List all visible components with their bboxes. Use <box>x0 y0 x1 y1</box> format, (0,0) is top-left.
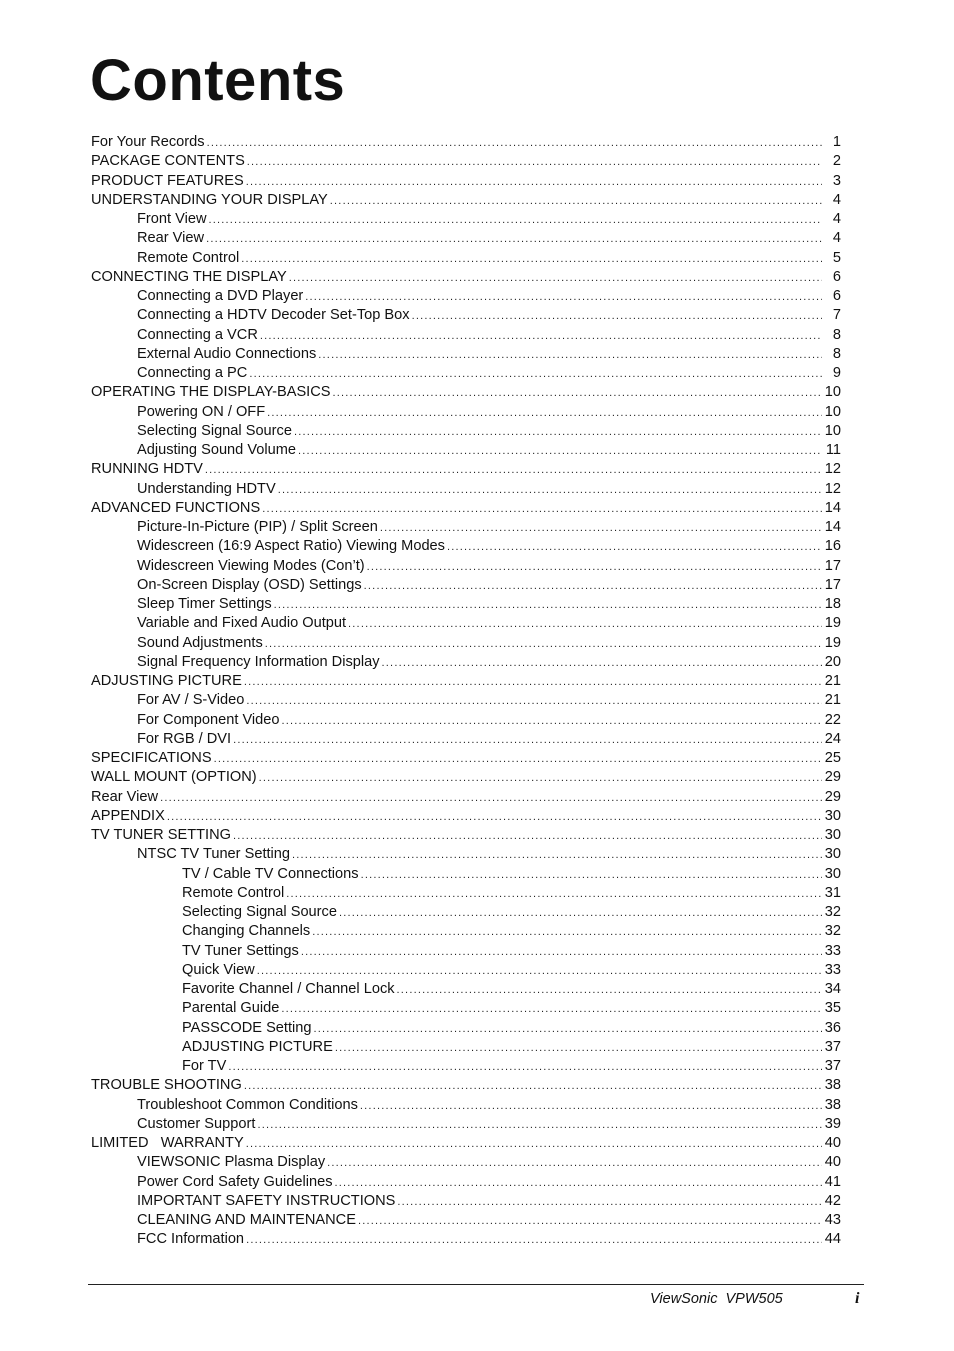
toc-entry-label: Power Cord Safety Guidelines <box>137 1173 333 1190</box>
toc-entry <box>91 287 841 306</box>
toc-entry-page: 36 <box>824 1019 841 1036</box>
toc-entry-label: Remote Control <box>182 884 285 901</box>
toc-entry-page: 16 <box>824 538 841 555</box>
toc-dot-leader <box>412 307 822 326</box>
toc-entry <box>91 576 841 595</box>
toc-entry <box>91 1173 841 1192</box>
toc-entry-page: 32 <box>824 904 841 920</box>
toc-entry <box>91 499 841 518</box>
toc-entry-label: For RGB / DVI <box>137 730 232 747</box>
toc-entry-page: 4 <box>832 211 841 227</box>
toc-entry-page: 29 <box>824 769 841 786</box>
toc-entry-page: 12 <box>824 480 841 497</box>
toc-entry-label: Sleep Timer Settings <box>137 596 272 612</box>
toc-entry <box>91 634 841 653</box>
toc-entry-page: 14 <box>824 499 841 516</box>
footer-page-number: i <box>855 1290 860 1307</box>
toc-entry <box>91 730 841 749</box>
toc-entry-label: For TV <box>182 1058 227 1074</box>
toc-dot-leader <box>358 1212 822 1231</box>
toc-dot-leader <box>447 538 822 557</box>
toc-dot-leader <box>301 943 822 962</box>
toc-dot-leader <box>294 423 822 442</box>
toc-dot-leader <box>247 153 822 172</box>
toc-entry-label: Variable and Fixed Audio Output <box>137 615 347 632</box>
toc-entry-label: On-Screen Display (OSD) Settings <box>137 576 362 593</box>
toc-entry <box>91 653 841 672</box>
toc-entry-page: 24 <box>824 730 841 747</box>
toc-entry <box>91 807 841 826</box>
toc-entry-page: 34 <box>824 981 841 997</box>
toc-dot-leader <box>208 211 822 230</box>
toc-dot-leader <box>380 519 822 538</box>
toc-dot-leader <box>327 1154 822 1173</box>
toc-entry <box>91 1211 841 1230</box>
toc-entry-page: 30 <box>824 865 841 882</box>
toc-dot-leader <box>246 173 822 192</box>
toc-entry-page: 25 <box>824 750 841 766</box>
toc-entry-label: TV TUNER SETTING <box>91 827 232 843</box>
toc-entry-page: 32 <box>824 923 841 940</box>
toc-entry <box>91 383 841 402</box>
toc-entry-label: ADJUSTING PICTURE <box>91 673 242 689</box>
toc-entry <box>91 345 841 364</box>
toc-entry-label: FCC Information <box>137 1231 245 1248</box>
toc-entry <box>91 749 841 768</box>
toc-entry-label: Changing Channels <box>182 923 311 940</box>
toc-entry-page: 29 <box>824 788 841 805</box>
toc-entry-page: 10 <box>824 403 841 420</box>
toc-entry <box>91 518 841 537</box>
toc-dot-leader <box>244 1077 822 1096</box>
toc-entry-page: 33 <box>824 961 841 978</box>
toc-entry-label: ADJUSTING PICTURE <box>182 1038 333 1055</box>
toc-entry-label: For Your Records <box>91 134 205 150</box>
toc-dot-leader <box>333 384 822 403</box>
toc-entry <box>91 480 841 499</box>
toc-entry <box>91 306 841 325</box>
toc-entry-label: CONNECTING THE DISPLAY <box>91 268 287 285</box>
toc-entry-page: 1 <box>832 134 841 150</box>
toc-dot-leader <box>361 866 822 885</box>
toc-dot-leader <box>246 692 821 711</box>
toc-entry <box>91 595 841 614</box>
toc-entry <box>91 557 841 576</box>
toc-entry <box>91 1192 841 1211</box>
toc-dot-leader <box>262 500 822 519</box>
toc-dot-leader <box>305 288 822 307</box>
toc-entry-page: 44 <box>824 1231 841 1248</box>
toc-dot-leader <box>206 230 822 249</box>
toc-entry <box>91 422 841 441</box>
toc-entry-label: APPENDIX <box>91 807 165 824</box>
toc-dot-leader <box>397 981 822 1000</box>
toc-entry-label: ADVANCED FUNCTIONS <box>91 499 261 516</box>
toc-entry <box>91 980 841 999</box>
toc-entry-page: 18 <box>824 596 841 612</box>
toc-entry <box>91 711 841 730</box>
toc-dot-leader <box>257 962 822 981</box>
toc-entry <box>91 788 841 807</box>
toc-entry <box>91 210 841 229</box>
toc-entry-label: Parental Guide <box>182 1000 280 1017</box>
toc-dot-leader <box>314 1020 822 1039</box>
toc-dot-leader <box>257 1116 821 1135</box>
toc-entry-page: 6 <box>832 268 841 285</box>
toc-entry-label: External Audio Connections <box>137 345 317 362</box>
toc-entry-label: Picture-In-Picture (PIP) / Split Screen <box>137 519 378 535</box>
toc-entry-label: PRODUCT FEATURES <box>91 172 244 189</box>
toc-entry-page: 17 <box>824 557 841 574</box>
toc-entry-label: TV / Cable TV Connections <box>182 865 359 882</box>
toc-entry-page: 41 <box>824 1173 841 1190</box>
toc-entry-label: WALL MOUNT (OPTION) <box>91 769 257 786</box>
toc-entry-label: Sound Adjustments <box>137 634 263 651</box>
toc-dot-leader <box>298 442 822 461</box>
toc-dot-leader <box>267 404 822 423</box>
toc-entry-page: 22 <box>824 711 841 728</box>
toc-entry-page: 40 <box>824 1154 841 1171</box>
footer-brand: ViewSonic VPW505 <box>650 1291 783 1307</box>
toc-entry-page: 30 <box>824 846 841 863</box>
toc-entry-page: 37 <box>824 1058 841 1074</box>
toc-entry <box>91 1019 841 1038</box>
toc-dot-leader <box>360 1097 822 1116</box>
toc-entry <box>91 1115 841 1134</box>
toc-entry-label: NTSC TV Tuner Setting <box>137 846 291 863</box>
toc-entry <box>91 172 841 191</box>
toc-dot-leader <box>382 654 822 673</box>
toc-dot-leader <box>292 846 822 865</box>
toc-entry-label: For Component Video <box>137 711 280 728</box>
toc-entry-label: OPERATING THE DISPLAY-BASICS <box>91 384 331 401</box>
toc-dot-leader <box>167 808 822 827</box>
toc-entry-label: Favorite Channel / Channel Lock <box>182 981 395 997</box>
toc-entry-page: 38 <box>824 1077 841 1094</box>
toc-entry-page: 40 <box>824 1135 841 1151</box>
toc-entry-page: 30 <box>824 807 841 824</box>
toc-entry <box>91 999 841 1018</box>
toc-dot-leader <box>274 596 822 615</box>
toc-dot-leader <box>233 827 822 846</box>
toc-dot-leader <box>214 750 822 769</box>
toc-entry-label: Selecting Signal Source <box>137 422 292 439</box>
toc-entry-label: Rear View <box>91 788 159 805</box>
toc-entry-label: Adjusting Sound Volume <box>137 442 297 458</box>
toc-entry <box>91 191 841 210</box>
toc-entry <box>91 152 841 171</box>
toc-entry-page: 17 <box>824 576 841 593</box>
toc-entry-page: 8 <box>832 326 841 343</box>
toc-entry <box>91 441 841 460</box>
toc-dot-leader <box>289 269 822 288</box>
toc-dot-leader <box>282 712 822 731</box>
toc-entry-label: CLEANING AND MAINTENANCE <box>137 1212 356 1228</box>
toc-entry-label: Quick View <box>182 961 255 978</box>
toc-entry-label: Connecting a VCR <box>137 326 258 343</box>
toc-entry-label: RUNNING HDTV <box>91 461 203 478</box>
toc-entry-page: 12 <box>824 461 841 478</box>
toc-entry <box>91 1230 841 1249</box>
toc-entry-label: Connecting a PC <box>137 365 248 381</box>
toc-entry <box>91 1153 841 1172</box>
toc-dot-leader <box>260 327 822 346</box>
toc-entry-page: 8 <box>832 345 841 362</box>
toc-dot-leader <box>312 923 822 942</box>
toc-dot-leader <box>335 1174 822 1193</box>
toc-entry-page: 37 <box>824 1038 841 1055</box>
toc-dot-leader <box>318 346 822 365</box>
toc-entry-label: Troubleshoot Common Conditions <box>137 1096 358 1113</box>
toc-entry-label: UNDERSTANDING YOUR DISPLAY <box>91 191 328 208</box>
toc-entry-page: 43 <box>824 1212 841 1228</box>
toc-entry <box>91 326 841 345</box>
toc-dot-leader <box>259 769 822 788</box>
toc-dot-leader <box>244 673 822 692</box>
toc-entry <box>91 614 841 633</box>
toc-dot-leader <box>228 1058 821 1077</box>
toc-entry-page: 3 <box>832 172 841 189</box>
toc-entry-page: 6 <box>832 288 841 304</box>
toc-entry-label: Widescreen Viewing Modes (Con’t) <box>137 557 365 574</box>
toc-entry-label: LIMITED WARRANTY <box>91 1135 244 1151</box>
toc-entry-label: PACKAGE CONTENTS <box>91 153 245 170</box>
toc-entry-page: 31 <box>824 884 841 901</box>
toc-entry-page: 10 <box>824 384 841 401</box>
toc-dot-leader <box>364 577 822 596</box>
toc-entry <box>91 229 841 248</box>
toc-entry-page: 4 <box>832 230 841 247</box>
toc-dot-leader <box>339 904 822 923</box>
toc-dot-leader <box>330 192 822 211</box>
toc-entry <box>91 961 841 980</box>
toc-entry-page: 14 <box>824 519 841 535</box>
toc-entry <box>91 672 841 691</box>
toc-entry <box>91 1038 841 1057</box>
toc-entry-label: Rear View <box>137 230 205 247</box>
toc-entry-page: 35 <box>824 1000 841 1017</box>
toc-dot-leader <box>205 461 822 480</box>
page-title: Contents <box>90 48 346 113</box>
toc-entry-page: 2 <box>832 153 841 170</box>
toc-dot-leader <box>335 1039 822 1058</box>
toc-entry <box>91 1096 841 1115</box>
toc-entry-page: 21 <box>824 673 841 689</box>
toc-dot-leader <box>246 1231 822 1250</box>
toc-entry <box>91 1076 841 1095</box>
toc-entry-label: TV Tuner Settings <box>182 942 299 959</box>
toc-entry <box>91 364 841 383</box>
toc-entry <box>91 903 841 922</box>
toc-entry <box>91 826 841 845</box>
toc-entry-label: Front View <box>137 211 207 227</box>
toc-dot-leader <box>265 635 822 654</box>
toc-entry-page: 38 <box>824 1096 841 1113</box>
toc-dot-leader <box>286 885 822 904</box>
toc-entry <box>91 1057 841 1076</box>
toc-entry <box>91 1134 841 1153</box>
toc-dot-leader <box>367 558 822 577</box>
toc-dot-leader <box>397 1193 821 1212</box>
toc-entry <box>91 460 841 479</box>
toc-entry-label: Remote Control <box>137 249 240 266</box>
toc-entry-label: Connecting a DVD Player <box>137 288 304 304</box>
toc-entry-label: SPECIFICATIONS <box>91 750 212 766</box>
toc-entry-label: VIEWSONIC Plasma Display <box>137 1154 326 1171</box>
toc-entry <box>91 865 841 884</box>
toc-dot-leader <box>249 365 822 384</box>
toc-entry <box>91 884 841 903</box>
toc-entry-label: Selecting Signal Source <box>182 904 337 920</box>
toc-entry-label: TROUBLE SHOOTING <box>91 1077 242 1094</box>
toc-entry <box>91 249 841 268</box>
toc-entry <box>91 691 841 710</box>
toc-dot-leader <box>348 615 822 634</box>
toc-entry-page: 39 <box>824 1115 841 1132</box>
toc-entry <box>91 268 841 287</box>
toc-entry-label: Understanding HDTV <box>137 480 276 497</box>
toc-entry-label: IMPORTANT SAFETY INSTRUCTIONS <box>137 1192 396 1209</box>
toc-entry-page: 20 <box>824 653 841 670</box>
footer-divider <box>88 1284 864 1285</box>
toc-entry-page: 11 <box>825 442 841 458</box>
toc-dot-leader <box>160 789 822 808</box>
toc-entry-label: Widescreen (16:9 Aspect Ratio) Viewing Modes <box>137 538 445 555</box>
toc-dot-leader <box>278 481 822 500</box>
toc-entry <box>91 768 841 787</box>
table-of-contents <box>91 133 841 1250</box>
toc-dot-leader <box>241 250 822 269</box>
toc-entry-page: 5 <box>832 249 841 266</box>
toc-entry <box>91 133 841 152</box>
toc-entry <box>91 537 841 556</box>
toc-dot-leader <box>281 1000 821 1019</box>
toc-entry-label: PASSCODE Setting <box>182 1019 312 1036</box>
toc-entry-page: 30 <box>824 827 841 843</box>
toc-dot-leader <box>207 134 822 153</box>
toc-entry-label: Powering ON / OFF <box>137 403 266 420</box>
toc-entry-page: 21 <box>824 692 841 709</box>
toc-entry <box>91 845 841 864</box>
toc-entry <box>91 403 841 422</box>
toc-entry-page: 9 <box>832 365 841 381</box>
toc-entry-label: Connecting a HDTV Decoder Set-Top Box <box>137 307 410 324</box>
toc-dot-leader <box>246 1135 822 1154</box>
toc-entry <box>91 922 841 941</box>
toc-entry-label: For AV / S-Video <box>137 692 245 709</box>
toc-entry-page: 4 <box>832 191 841 208</box>
toc-entry-page: 7 <box>832 307 841 324</box>
toc-entry-page: 19 <box>824 634 841 651</box>
toc-dot-leader <box>233 731 822 750</box>
toc-entry-page: 33 <box>824 942 841 959</box>
toc-entry-page: 42 <box>824 1192 841 1209</box>
toc-entry-page: 19 <box>824 615 841 632</box>
toc-entry-label: Signal Frequency Information Display <box>137 653 380 670</box>
toc-entry <box>91 942 841 961</box>
toc-entry-label: Customer Support <box>137 1115 256 1132</box>
toc-entry-page: 10 <box>824 422 841 439</box>
